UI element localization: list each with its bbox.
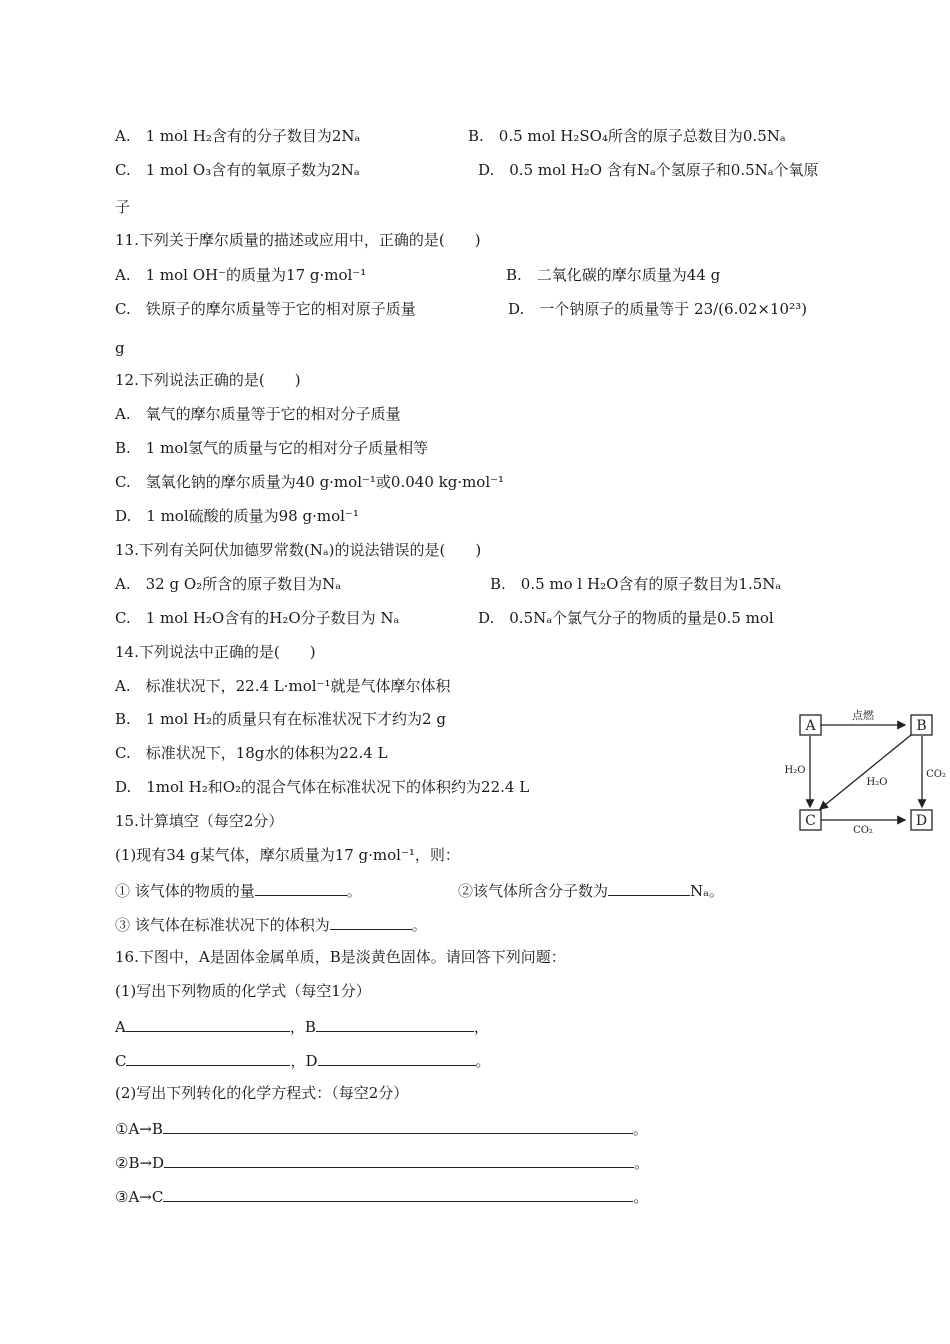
q11-option-b: B. 二氧化碳的摩尔质量为44 g	[506, 266, 721, 284]
q12-option-a: A. 氧气的摩尔质量等于它的相对分子质量	[115, 405, 401, 423]
q16-eq3-end: 。	[633, 1188, 649, 1206]
q16-part-1: (1)写出下列物质的化学式（每空1分）	[115, 982, 371, 1000]
q16-label-b-end: ，	[473, 1018, 489, 1036]
answer-blank[interactable]	[255, 879, 347, 896]
q11-option-c: C. 铁原子的摩尔质量等于它的相对原子质量	[115, 300, 416, 318]
q10-option-b: B. 0.5 mol H₂SO₄所含的原子总数目为0.5Nₐ	[468, 127, 786, 145]
node-c-label: C	[805, 813, 816, 829]
q16-eq1-end: 。	[632, 1120, 648, 1138]
answer-blank[interactable]	[318, 1049, 476, 1066]
edge-b-d-label: CO₂	[926, 769, 946, 780]
q13-option-b: B. 0.5 mo l H₂O含有的原子数目为1.5Nₐ	[490, 575, 782, 593]
q10-option-a: A. 1 mol H₂含有的分子数目为2Nₐ	[115, 127, 361, 145]
edge-a-b-label: 点燃	[852, 709, 874, 722]
q13-option-c: C. 1 mol H₂O含有的H₂O分子数目为 Nₐ	[115, 609, 400, 627]
q16-eq3-label: ③A→C	[115, 1188, 164, 1206]
q14-option-c: C. 标准状况下，18g水的体积为22.4 L	[115, 744, 388, 762]
q13-option-d: D. 0.5Nₐ个氯气分子的物质的量是0.5 mol	[478, 609, 774, 627]
q12-option-b: B. 1 mol氢气的质量与它的相对分子质量相等	[115, 439, 429, 457]
edge-c-d-label: CO₂	[853, 825, 873, 836]
q16-row-cd	[115, 1049, 491, 1071]
q16-stem: 16.下图中，A是固体金属单质，B是淡黄色固体。请回答下列问题：	[115, 948, 566, 966]
q15-item-3-end: 。	[411, 916, 427, 934]
node-b	[911, 715, 932, 735]
q16-equation-2	[115, 1151, 649, 1173]
q16-row-ab	[115, 1015, 489, 1037]
answer-blank[interactable]	[316, 1015, 474, 1032]
q11-option-d-continued: g	[115, 339, 125, 357]
q15-item-1-label: ① 该气体的物质的量	[115, 882, 255, 900]
node-d	[911, 810, 932, 830]
node-b-label: B	[916, 718, 927, 734]
q12-option-d: D. 1 mol硫酸的质量为98 g·mol⁻¹	[115, 507, 359, 525]
q13-option-a: A. 32 g O₂所含的原子数目为Nₐ	[115, 575, 342, 593]
q15-item-2-end: Nₐ。	[690, 882, 724, 900]
q15-item-1-end: 。	[346, 882, 362, 900]
q14-option-b: B. 1 mol H₂的质量只有在标准状况下才约为2 g	[115, 710, 446, 728]
q16-equation-1	[115, 1117, 648, 1139]
q15-intro: (1)现有34 g某气体，摩尔质量为17 g·mol⁻¹，则：	[115, 846, 460, 864]
node-a-label: A	[805, 718, 816, 734]
node-c	[800, 810, 821, 830]
q15-item-3	[115, 913, 427, 935]
q13-stem: 13.下列有关阿伏加德罗常数(Nₐ)的说法错误的是( )	[115, 541, 482, 559]
q16-eq2-end: 。	[634, 1154, 650, 1172]
q16-eq2-label: ②B→D	[115, 1154, 165, 1172]
answer-blank[interactable]	[608, 879, 690, 896]
q16-part-2: (2)写出下列转化的化学方程式：（每空2分）	[115, 1084, 409, 1102]
q15-item-2-label: ②该气体所含分子数为	[458, 882, 609, 900]
q16-label-d-end: 。	[475, 1052, 491, 1070]
answer-blank[interactable]	[126, 1049, 290, 1066]
q15-item-3-label: ③ 该气体在标准状况下的体积为	[115, 916, 330, 934]
node-d-label: D	[915, 813, 928, 829]
q10-option-d-continued: 子	[115, 198, 131, 216]
q16-label-c: C	[115, 1052, 127, 1070]
node-a	[800, 715, 821, 735]
q16-eq1-label: ①A→B	[115, 1120, 163, 1138]
q10-option-d: D. 0.5 mol H₂O 含有Nₐ个氢原子和0.5Nₐ个氧原	[478, 161, 819, 179]
q14-option-a: A. 标准状况下，22.4 L·mol⁻¹就是气体摩尔体积	[115, 677, 451, 695]
q12-option-c: C. 氢氧化钠的摩尔质量为40 g·mol⁻¹或0.040 kg·mol⁻¹	[115, 473, 505, 491]
edge-b-c-label: H₂O	[866, 777, 888, 788]
q15-stem: 15.计算填空（每空2分）	[115, 812, 284, 830]
q11-stem: 11.下列关于摩尔质量的描述或应用中，正确的是( )	[115, 231, 481, 249]
q16-label-b: ，B	[289, 1018, 316, 1036]
q16-label-a: A	[115, 1018, 126, 1036]
reaction-diagram	[780, 705, 948, 840]
q14-stem: 14.下列说法中正确的是( )	[115, 643, 316, 661]
answer-blank[interactable]	[126, 1015, 290, 1032]
answer-blank[interactable]	[164, 1151, 634, 1168]
q12-stem: 12.下列说法正确的是( )	[115, 371, 301, 389]
q16-equation-3	[115, 1185, 648, 1207]
q11-option-d: D. 一个钠原子的质量等于 23/(6.02×10²³)	[508, 300, 807, 318]
answer-blank[interactable]	[163, 1117, 633, 1134]
edge-b-to-c	[820, 735, 911, 809]
q15-item-2	[458, 879, 724, 901]
answer-blank[interactable]	[330, 913, 412, 930]
answer-blank[interactable]	[163, 1185, 633, 1202]
q10-option-c: C. 1 mol O₃含有的氧原子数为2Nₐ	[115, 161, 360, 179]
q11-option-a: A. 1 mol OH⁻的质量为17 g·mol⁻¹	[115, 266, 367, 284]
edge-a-c-label: H₂O	[784, 765, 806, 776]
q16-label-d: ，D	[290, 1052, 318, 1070]
q15-item-1	[115, 879, 362, 901]
q14-option-d: D. 1mol H₂和O₂的混合气体在标准状况下的体积约为22.4 L	[115, 778, 530, 796]
